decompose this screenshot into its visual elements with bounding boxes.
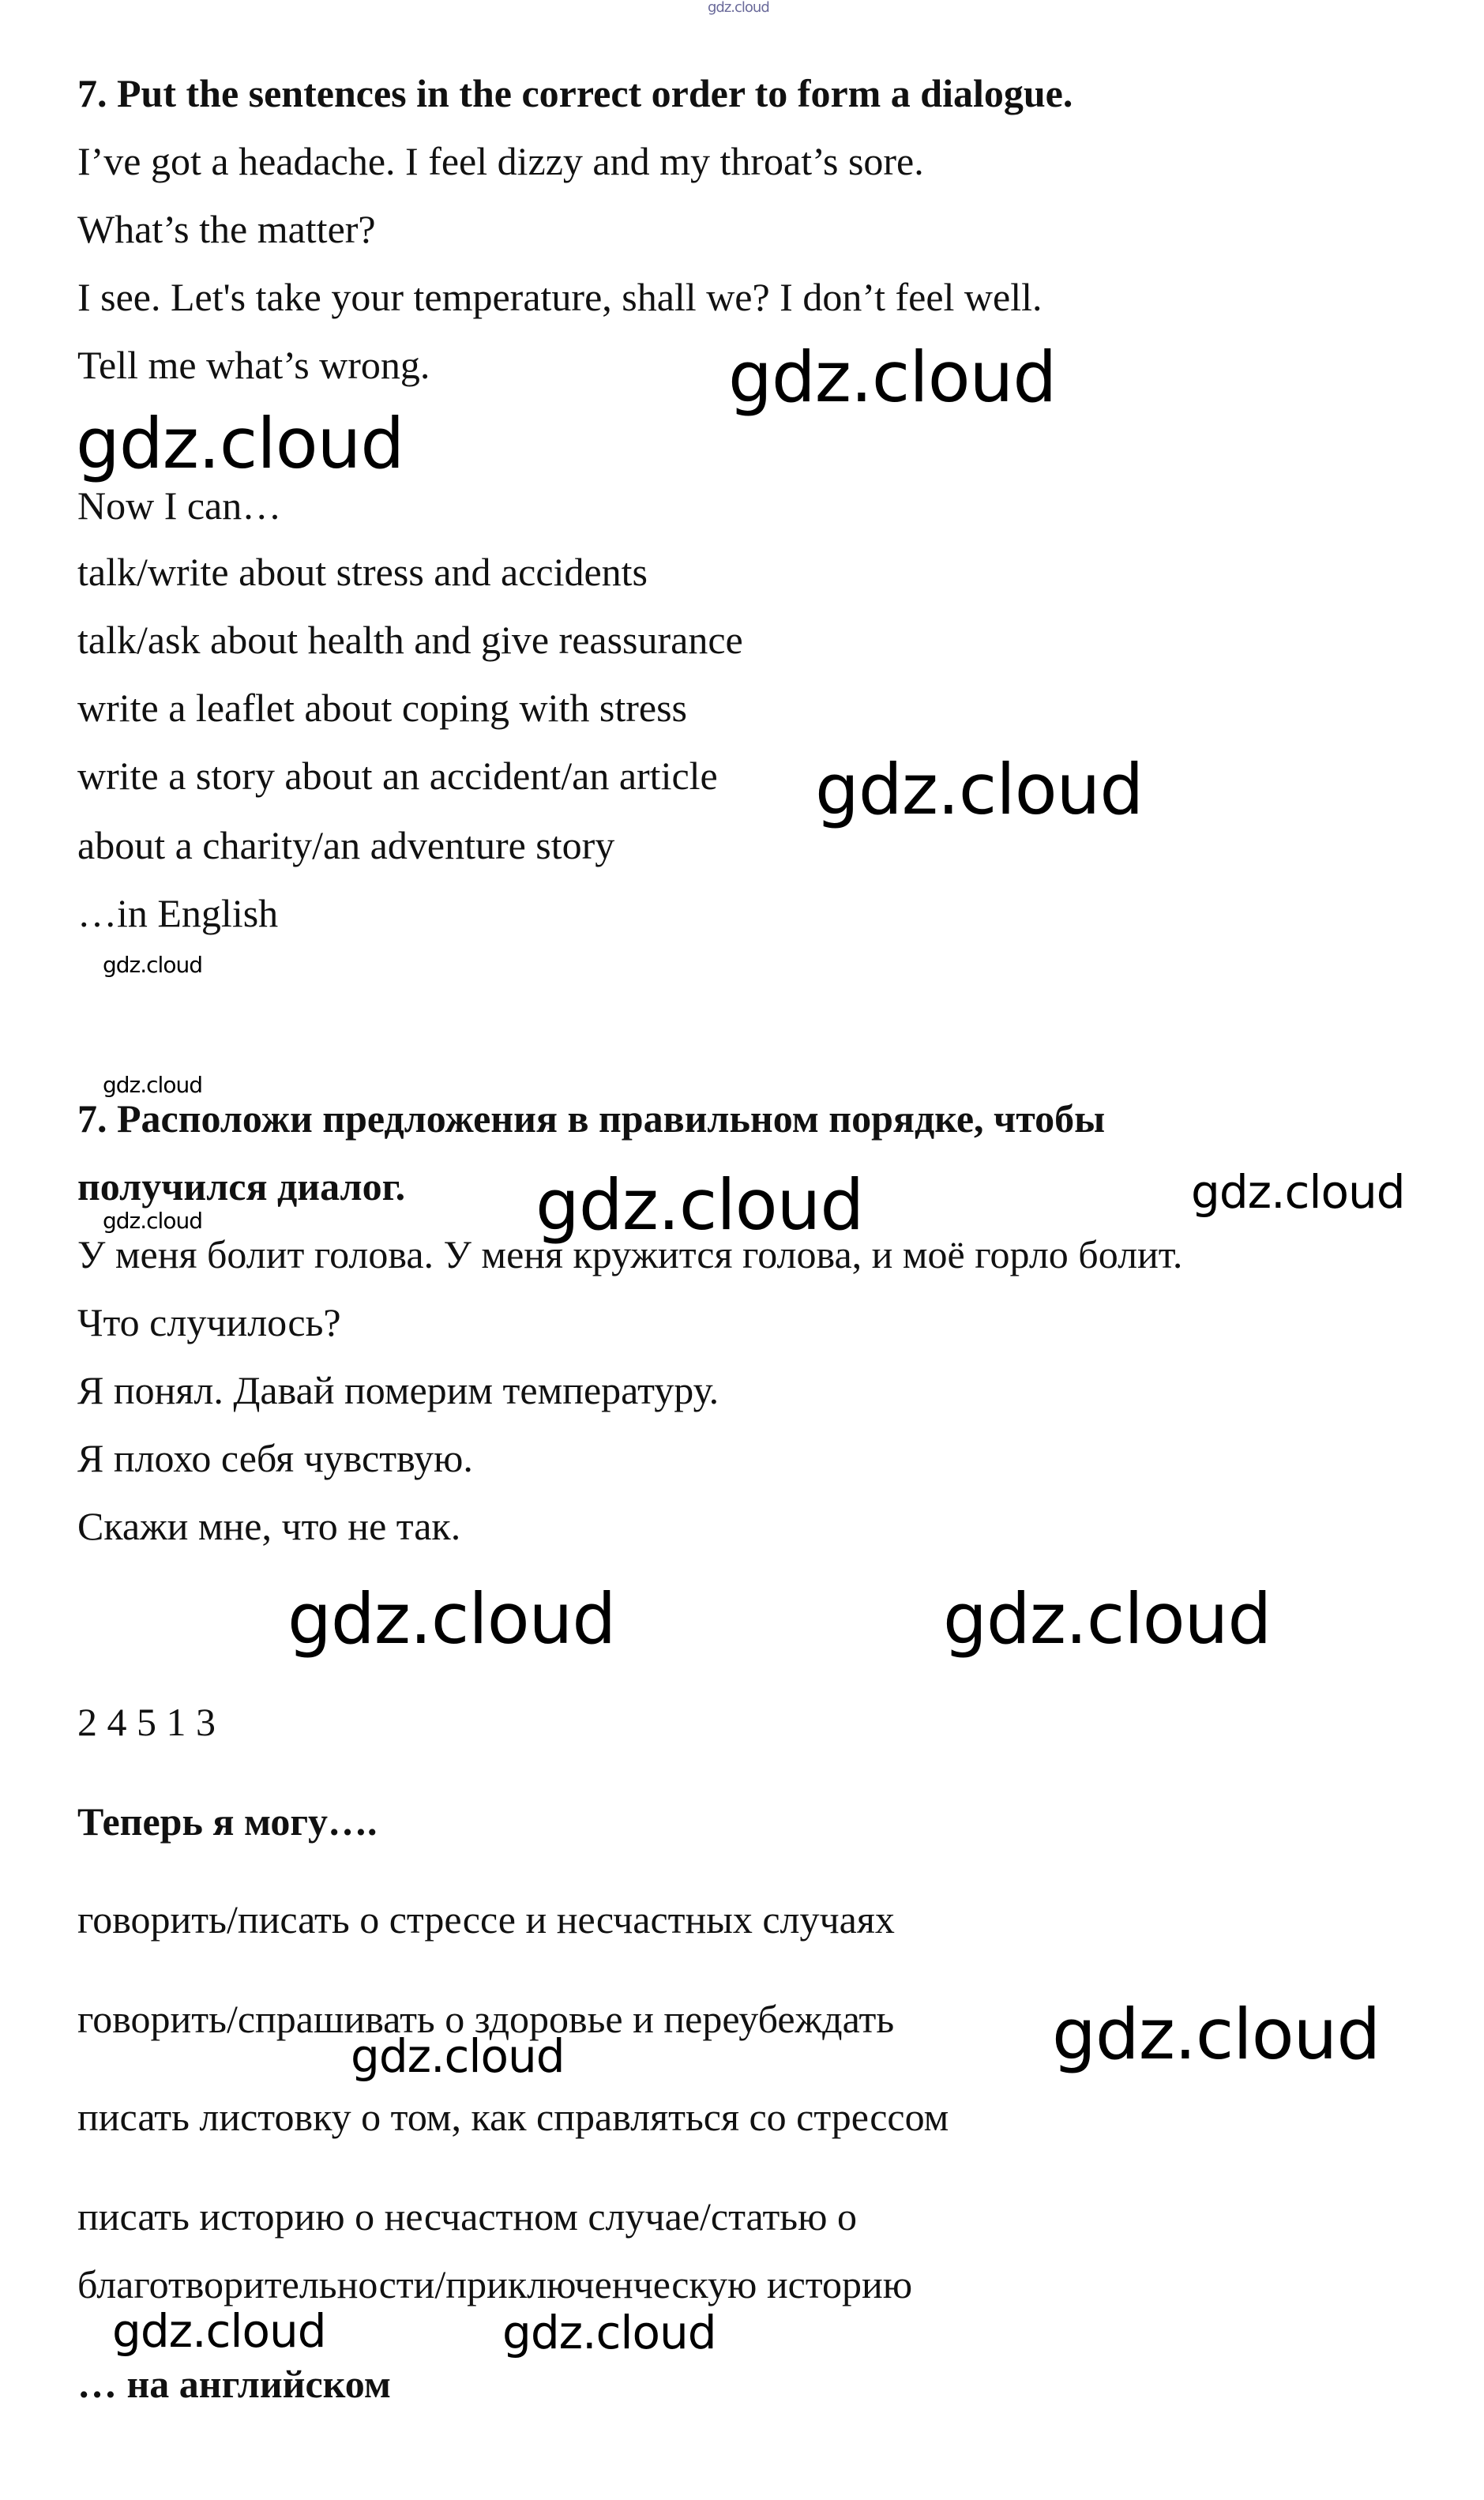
russian-skill-3: писать листовку о том, как справляться со стрессом xyxy=(77,2095,949,2139)
russian-sentence-2: Что случилось? xyxy=(77,1300,341,1344)
english-skill-6: …in English xyxy=(77,891,279,935)
watermark: gdz.cloud xyxy=(112,2304,326,2358)
english-sentence-3: I see. Let's take your temperature, shall we? I don’t feel well. xyxy=(77,275,1043,319)
english-skill-3: write a leaflet about coping with stress xyxy=(77,686,687,730)
watermark-top: gdz.cloud xyxy=(708,0,769,16)
watermark: gdz.cloud xyxy=(76,403,404,484)
watermark: gdz.cloud xyxy=(535,1164,864,1246)
russian-sentence-4: Я плохо себя чувствую. xyxy=(77,1436,473,1480)
watermark: gdz.cloud xyxy=(287,1578,616,1660)
watermark: gdz.cloud xyxy=(103,1208,202,1234)
russian-heading-line2: получился диалог. xyxy=(77,1164,406,1209)
watermark: gdz.cloud xyxy=(502,2306,716,2359)
watermark: gdz.cloud xyxy=(103,952,202,978)
russian-skill-5: благотворительности/приключенческую историю xyxy=(77,2262,913,2306)
russian-sentence-1: У меня болит голова. У меня кружится голова, и моё горло болит. xyxy=(77,1232,1183,1276)
english-skill-5: about a charity/an adventure story xyxy=(77,823,615,867)
english-now-i-can: Now I can… xyxy=(77,483,282,528)
english-sentence-2: What’s the matter? xyxy=(77,207,376,251)
watermark: gdz.cloud xyxy=(1191,1165,1405,1219)
russian-skill-1: говорить/писать о стрессе и несчастных случаях xyxy=(77,1897,895,1942)
watermark: gdz.cloud xyxy=(815,749,1144,830)
english-sentence-4: Tell me what’s wrong. xyxy=(77,343,430,387)
answer-order: 2 4 5 1 3 xyxy=(77,1700,216,1744)
english-skill-1: talk/write about stress and accidents xyxy=(77,550,648,594)
watermark: gdz.cloud xyxy=(1052,1994,1381,2075)
watermark: gdz.cloud xyxy=(943,1578,1272,1660)
english-skill-4: write a story about an accident/an article xyxy=(77,754,718,798)
english-heading: 7. Put the sentences in the correct order to form a dialogue. xyxy=(77,71,1073,115)
russian-skill-4: писать историю о несчастном случае/статью о xyxy=(77,2194,857,2239)
watermark: gdz.cloud xyxy=(728,336,1057,418)
english-sentence-1: I’ve got a headache. I feel dizzy and my throat’s sore. xyxy=(77,139,924,183)
russian-heading-line1: 7. Расположи предложения в правильном порядке, чтобы xyxy=(77,1096,1106,1141)
watermark: gdz.cloud xyxy=(103,1072,202,1098)
russian-in-english: … на английском xyxy=(77,2362,391,2406)
russian-skill-2: говорить/спрашивать о здоровье и переубеждать xyxy=(77,1997,895,2041)
watermark: gdz.cloud xyxy=(351,2029,565,2083)
russian-sentence-5: Скажи мне, что не так. xyxy=(77,1504,461,1548)
russian-sentence-3: Я понял. Давай померим температуру. xyxy=(77,1368,719,1412)
english-skill-2: talk/ask about health and give reassurance xyxy=(77,618,743,662)
russian-now-i-can: Теперь я могу…. xyxy=(77,1799,378,1844)
